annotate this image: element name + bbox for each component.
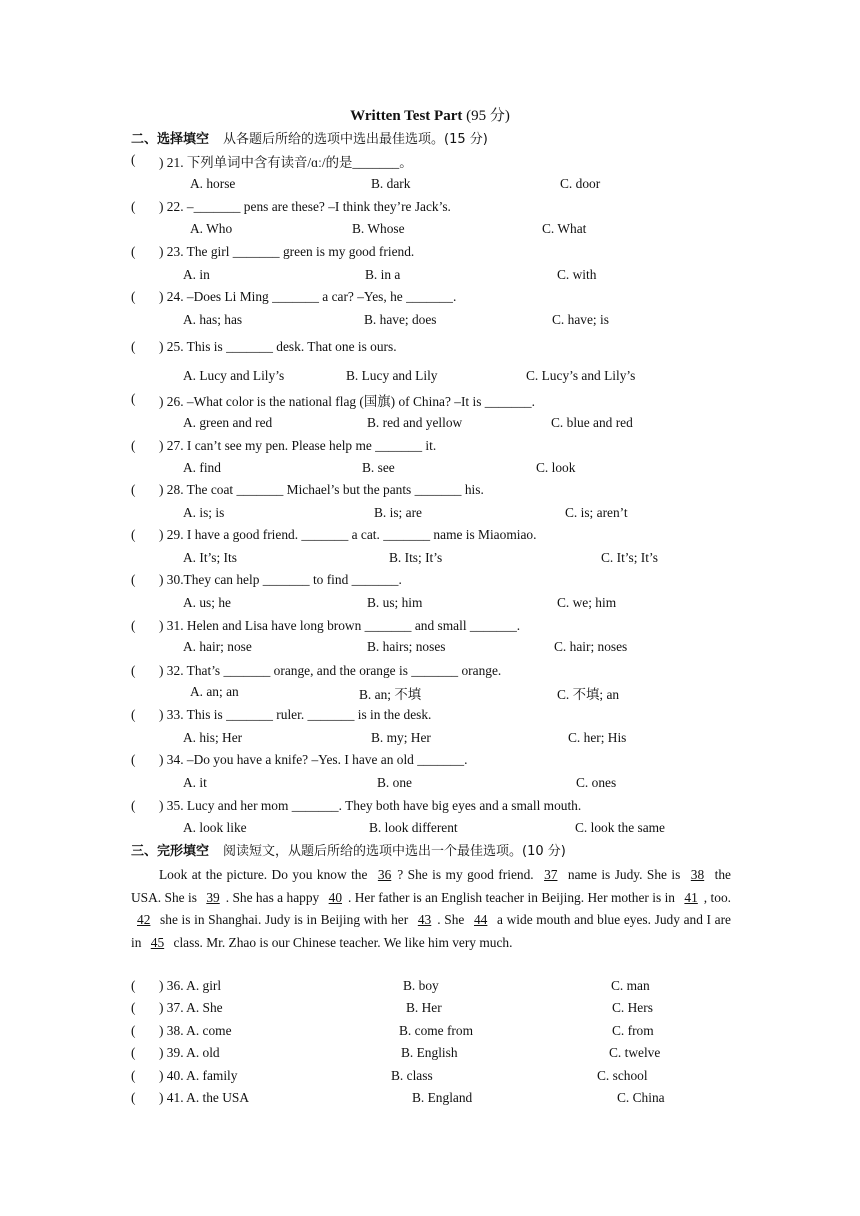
option-b: B. dark <box>371 176 411 191</box>
option-a: A. it <box>183 775 207 790</box>
question-text: ) 30.They can help _______ to find _______. <box>159 572 402 587</box>
option-b: B. class <box>391 1068 433 1083</box>
option-a: A. green and red <box>183 415 273 430</box>
blank-39: 39 <box>206 889 220 905</box>
section-2-instructions: 从各题后所给的选项中选出最佳选项。(15 分) <box>223 132 488 147</box>
section-3-title: 三、完形填空 <box>131 844 210 859</box>
title-main: Written Test Part <box>350 108 463 124</box>
question-text: ) 22. –_______ pens are these? –I think they’re Jack’s. <box>159 199 451 214</box>
page-title <box>0 106 860 126</box>
passage-text: . Her father is an English teacher in Beijing. Her mother is in <box>348 889 679 905</box>
answer-paren: ( <box>131 798 136 813</box>
blank-36: 36 <box>377 867 392 882</box>
option-b: B. my; Her <box>371 730 431 745</box>
option-b: B. one <box>377 775 412 790</box>
title-score: (95 分) <box>466 108 510 124</box>
option-c: C. door <box>560 176 601 191</box>
answer-paren: ( <box>131 707 136 722</box>
option-b: B. Her <box>406 1000 442 1015</box>
option-c: C. look <box>536 460 576 475</box>
option-a: A. find <box>183 460 221 475</box>
option-c: C. is; aren’t <box>565 505 628 520</box>
option-a: ) 40. A. family <box>159 1068 238 1083</box>
answer-paren: ( <box>131 1023 136 1038</box>
option-a: A. hair; nose <box>183 639 252 654</box>
question-text: ) 24. –Does Li Ming _______ a car? –Yes, he _______. <box>159 289 457 304</box>
passage-text: ? She is my good friend. <box>397 867 539 882</box>
option-b: B. an; 不填 <box>359 687 422 702</box>
answer-paren: ( <box>131 527 136 542</box>
option-b: B. is; are <box>374 505 422 520</box>
section-2-heading <box>131 129 860 149</box>
blank-40: 40 <box>328 889 343 905</box>
option-b: B. England <box>412 1090 473 1105</box>
question-text: ) 35. Lucy and her mom _______. They both have big eyes and a small mouth. <box>159 798 582 813</box>
blank-42: 42 <box>137 912 151 928</box>
cloze-passage <box>131 864 731 955</box>
section-3-instructions: 阅读短文，从题后所给的选项中选出一个最佳选项。(10 分) <box>223 844 566 859</box>
option-a: A. is; is <box>183 505 225 520</box>
blank-43: 43 <box>417 912 432 928</box>
option-b: B. Its; It’s <box>389 550 443 565</box>
question-text: ) 31. Helen and Lisa have long brown _______ and small _______. <box>159 618 521 633</box>
passage-text: Look at the picture. Do you know the <box>159 867 372 882</box>
option-a: A. his; Her <box>183 730 243 745</box>
option-c: C. hair; noses <box>554 639 628 654</box>
option-b: B. look different <box>369 820 458 835</box>
option-a: ) 41. A. the USA <box>159 1090 250 1105</box>
answer-paren: ( <box>131 244 136 259</box>
answer-paren: ( <box>131 152 136 167</box>
question-text: ) 33. This is _______ ruler. _______ is in the desk. <box>159 707 432 722</box>
answer-paren: ( <box>131 339 136 354</box>
option-c: C. ones <box>576 775 617 790</box>
question-text: ) 27. I can’t see my pen. Please help me _______ it. <box>159 438 437 453</box>
option-a: A. Lucy and Lily’s <box>183 368 285 383</box>
option-c: C. look the same <box>575 820 666 835</box>
option-a: A. horse <box>190 176 236 191</box>
option-c: C. school <box>597 1068 648 1083</box>
section-2-title: 二、选择填空 <box>131 132 210 147</box>
answer-paren: ( <box>131 1090 136 1105</box>
option-c: C. with <box>557 267 597 282</box>
option-b: B. hairs; noses <box>367 639 446 654</box>
blank-44: 44 <box>473 912 488 928</box>
option-b: B. boy <box>403 978 439 993</box>
section-3-heading <box>131 841 860 861</box>
answer-paren: ( <box>131 663 136 678</box>
question-text: ) 26. –What color is the national flag (国旗) of China? –It is _______. <box>159 394 535 409</box>
option-b: B. have; does <box>364 312 437 327</box>
option-b: B. see <box>362 460 395 475</box>
option-c: C. blue and red <box>551 415 633 430</box>
option-c: C. from <box>612 1023 654 1038</box>
option-b: B. English <box>401 1045 458 1060</box>
question-text: ) 29. I have a good friend. _______ a cat. _______ name is Miaomiao. <box>159 527 537 542</box>
answer-paren: ( <box>131 752 136 767</box>
answer-paren: ( <box>131 289 136 304</box>
option-a: A. has; has <box>183 312 243 327</box>
option-b: B. in a <box>365 267 401 282</box>
answer-paren: ( <box>131 438 136 453</box>
option-b: B. come from <box>399 1023 474 1038</box>
option-b: B. Whose <box>352 221 405 236</box>
option-a: A. look like <box>183 820 247 835</box>
question-text: ) 28. The coat _______ Michael’s but the pants _______ his. <box>159 482 484 497</box>
blank-38: 38 <box>690 867 705 882</box>
answer-paren: ( <box>131 572 136 587</box>
option-a: A. an; an <box>190 684 239 699</box>
question-text: ) 34. –Do you have a knife? –Yes. I have an old _______. <box>159 752 468 767</box>
blank-41: 41 <box>684 889 698 905</box>
passage-text: she is in Shanghai. Judy is in Beijing with her <box>156 912 412 928</box>
option-a: ) 36. A. girl <box>159 978 222 993</box>
blank-37: 37 <box>544 867 558 882</box>
option-c: C. Lucy’s and Lily’s <box>526 368 636 383</box>
option-c: C. China <box>617 1090 665 1105</box>
answer-paren: ( <box>131 1068 136 1083</box>
option-c: C. her; His <box>568 730 627 745</box>
option-c: C. Hers <box>612 1000 653 1015</box>
option-a: A. It’s; Its <box>183 550 237 565</box>
answer-paren: ( <box>131 618 136 633</box>
option-b: B. Lucy and Lily <box>346 368 438 383</box>
passage-text: . She <box>437 912 468 928</box>
question-text: ) 25. This is _______ desk. That one is ours. <box>159 339 397 354</box>
blank-45: 45 <box>150 935 165 951</box>
answer-paren: ( <box>131 1045 136 1060</box>
option-c: C. What <box>542 221 587 236</box>
option-c: C. It’s; It’s <box>601 550 658 565</box>
option-a: ) 37. A. She <box>159 1000 223 1015</box>
option-a: A. in <box>183 267 210 282</box>
option-c: C. 不填; an <box>557 687 620 702</box>
question-text: ) 32. That’s _______ orange, and the orange is _______ orange. <box>159 663 502 678</box>
option-c: C. we; him <box>557 595 617 610</box>
answer-paren: ( <box>131 391 136 406</box>
passage-text: name is Judy. She is <box>563 867 685 882</box>
question-text: ) 23. The girl _______ green is my good friend. <box>159 244 415 259</box>
option-a: A. Who <box>190 221 233 236</box>
answer-paren: ( <box>131 482 136 497</box>
option-a: A. us; he <box>183 595 231 610</box>
option-a: ) 39. A. old <box>159 1045 220 1060</box>
passage-text: . She has a happy <box>225 889 323 905</box>
answer-paren: ( <box>131 978 136 993</box>
question-text: ) 21. 下列单词中含有读音/ɑː/的是_______。 <box>159 155 413 170</box>
passage-text: class. Mr. Zhao is our Chinese teacher. We like him very much. <box>170 935 513 951</box>
option-a: ) 38. A. come <box>159 1023 232 1038</box>
passage-text: a wide mouth and blue eyes. Judy and I are in <box>131 912 731 951</box>
passage-text: , too. <box>703 889 731 905</box>
passage-text: the USA. She is <box>131 867 731 905</box>
answer-paren: ( <box>131 1000 136 1015</box>
answer-paren: ( <box>131 199 136 214</box>
option-c: C. twelve <box>609 1045 661 1060</box>
option-b: B. us; him <box>367 595 423 610</box>
option-b: B. red and yellow <box>367 415 463 430</box>
option-c: C. have; is <box>552 312 609 327</box>
option-c: C. man <box>611 978 650 993</box>
